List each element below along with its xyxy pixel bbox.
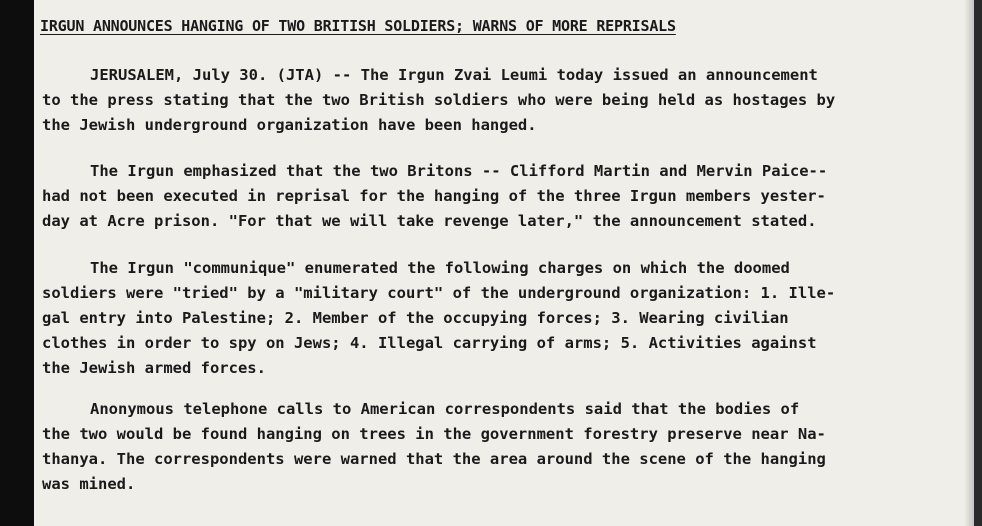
paragraph-line: to the press stating that the two British soldiers who were being held as hostages by (42, 91, 836, 109)
paragraph-line: soldiers were "tried" by a "military court" of the underground organization: 1. Ille- (42, 284, 836, 302)
paragraph-line: gal entry into Palestine; 2. Member of the occupying forces; 3. Wearing civilian (42, 309, 789, 327)
paragraph-3 (42, 256, 942, 381)
scan-left-border (0, 0, 34, 526)
paragraph-line: the Jewish armed forces. (42, 359, 266, 377)
paragraph-4 (42, 397, 942, 497)
paragraph-line: had not been executed in reprisal for the hanging of the three Irgun members yester- (42, 187, 826, 205)
scan-right-border (974, 0, 982, 526)
paragraph-2 (42, 159, 942, 234)
paragraph-line: The Irgun "communique" enumerated the following charges on which the doomed (90, 259, 790, 277)
paragraph-line: day at Acre prison. "For that we will take revenge later," the announcement stated. (42, 212, 817, 230)
paragraph-line: thanya. The correspondents were warned that the area around the scene of the hanging (42, 450, 826, 468)
paragraph-line: clothes in order to spy on Jews; 4. Illegal carrying of arms; 5. Activities against (42, 334, 817, 352)
paragraph-line: The Irgun emphasized that the two Britons -- Clifford Martin and Mervin Paice-- (90, 162, 828, 180)
paragraph-line: was mined. (42, 475, 136, 493)
paragraph-line: the Jewish underground organization have been hanged. (42, 116, 537, 134)
paragraph-1 (42, 63, 942, 138)
paragraph-line: JERUSALEM, July 30. (JTA) -- The Irgun Zvai Leumi today issued an announcement (90, 66, 818, 84)
scan-right-shadow (964, 0, 974, 526)
headline: IRGUN ANNOUNCES HANGING OF TWO BRITISH SOLDIERS; WARNS OF MORE REPRISALS (40, 17, 676, 35)
paragraph-line: Anonymous telephone calls to American correspondents said that the bodies of (90, 400, 800, 418)
paragraph-line: the two would be found hanging on trees in the government forestry preserve near Na- (42, 425, 826, 443)
